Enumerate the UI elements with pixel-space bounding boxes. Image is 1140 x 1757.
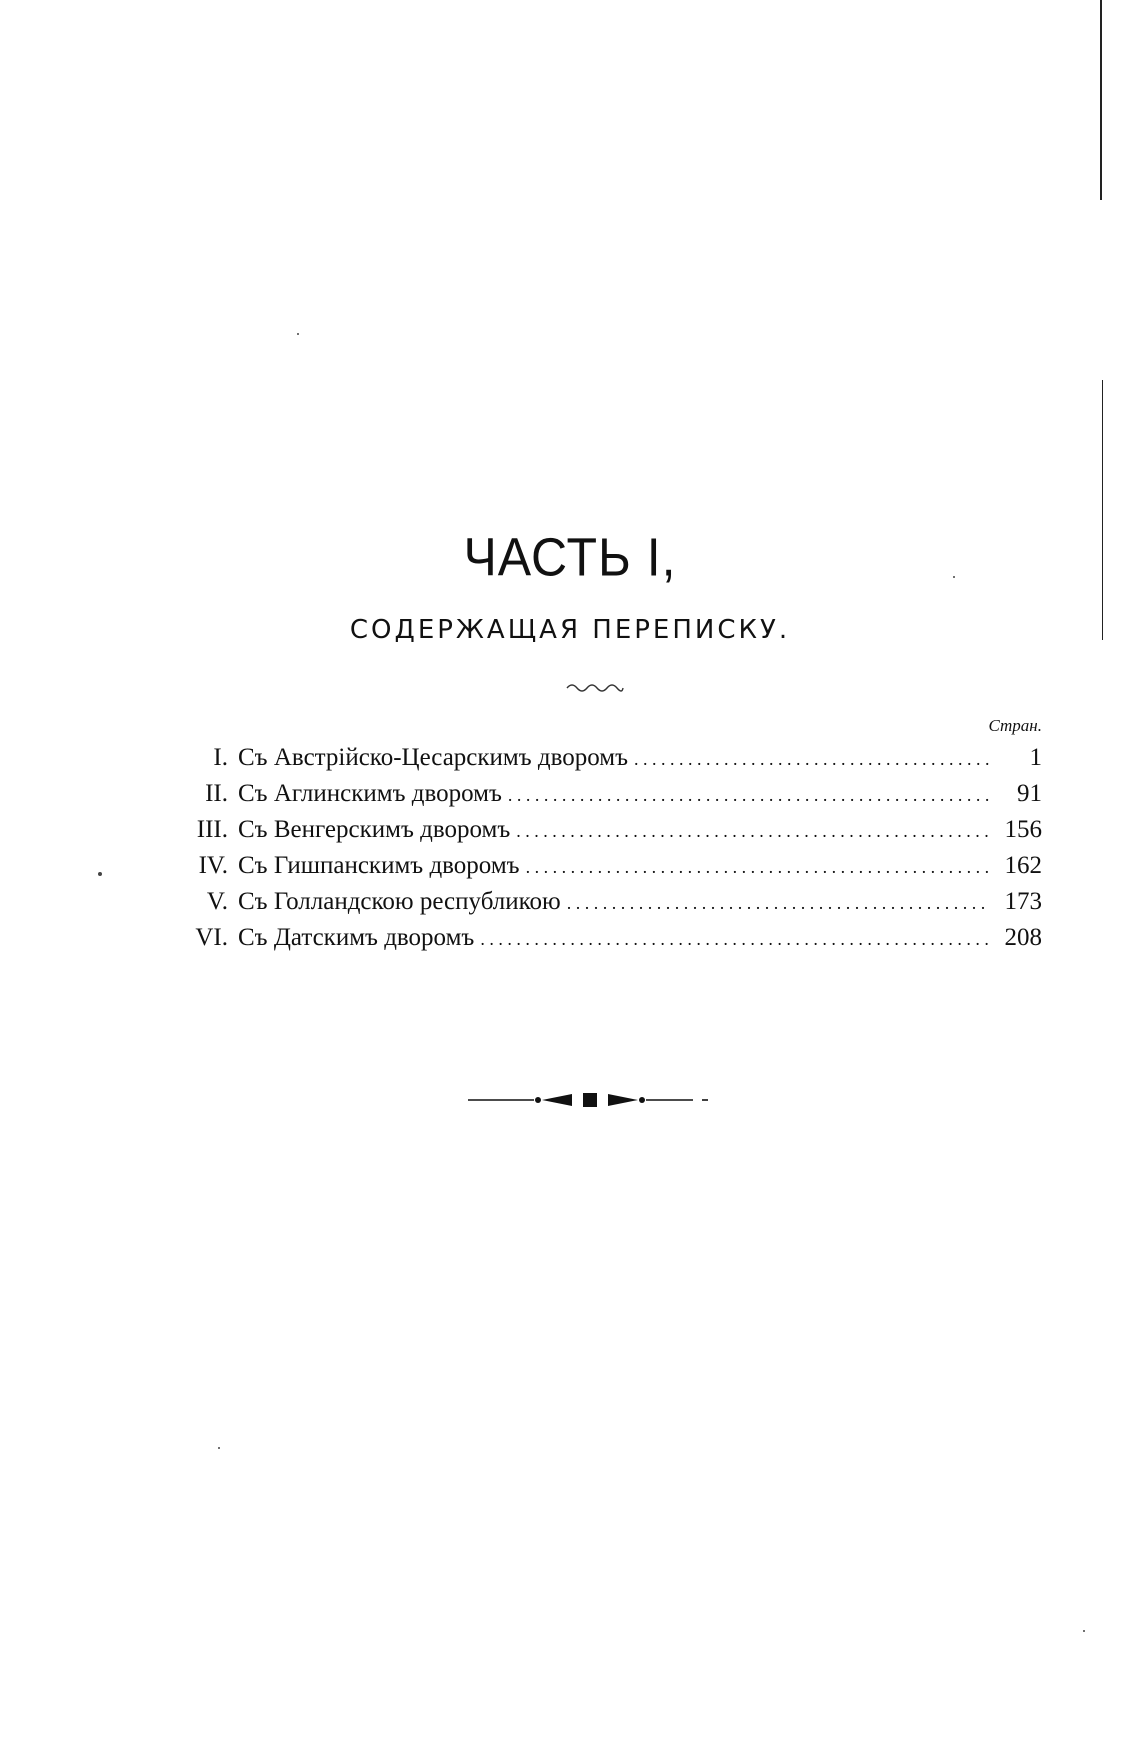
pages-column-header: Стран. <box>988 716 1042 735</box>
end-ornament <box>468 1088 718 1112</box>
toc-number: VI. <box>195 924 228 951</box>
toc-leader-dots <box>567 885 990 921</box>
toc-page: 91 <box>1017 780 1042 807</box>
toc-leader-dots <box>634 741 990 777</box>
page-edge-line <box>1100 0 1102 200</box>
toc-number: V. <box>206 888 228 915</box>
toc-number: IV. <box>198 852 228 879</box>
toc-leader-dots <box>480 921 990 957</box>
toc-row <box>130 920 1042 956</box>
toc-number: III. <box>196 816 228 843</box>
toc-title: Съ Венгерскимъ дворомъ <box>238 816 511 843</box>
toc-number: II. <box>205 780 228 807</box>
toc-row <box>130 776 1042 812</box>
part-title: ЧАСТЬ I, <box>463 526 677 588</box>
toc-row <box>130 848 1042 884</box>
toc-page: 156 <box>1004 816 1042 843</box>
toc-title: Съ Гишпанскимъ дворомъ <box>238 852 520 879</box>
toc-leader-dots <box>526 849 990 885</box>
toc-title: Съ Аглинскимъ дворомъ <box>238 780 502 807</box>
toc-leader-dots <box>516 813 990 849</box>
squiggle-ornament <box>565 682 625 694</box>
toc-title: Съ Датскимъ дворомъ <box>238 924 475 951</box>
scan-speck <box>98 872 102 876</box>
scan-speck <box>1083 1630 1085 1632</box>
table-of-contents <box>130 740 1042 956</box>
part-subtitle: СОДЕРЖАЩАЯ ПЕРЕПИСКУ. <box>349 615 791 645</box>
toc-page: 162 <box>1004 852 1042 879</box>
scan-speck <box>218 1447 220 1449</box>
toc-leader-dots <box>508 777 990 813</box>
scan-speck <box>297 333 299 335</box>
page-edge-line <box>1102 380 1103 640</box>
toc-row <box>130 884 1042 920</box>
toc-title: Съ Австрійско-Цесарскимъ дворомъ <box>238 744 629 771</box>
toc-row <box>130 812 1042 848</box>
toc-page: 1 <box>1029 744 1042 771</box>
toc-page: 173 <box>1004 888 1042 915</box>
toc-title: Съ Голландскою республикою <box>238 888 561 915</box>
toc-page: 208 <box>1004 924 1042 951</box>
toc-number: I. <box>213 744 228 771</box>
toc-row <box>130 740 1042 776</box>
